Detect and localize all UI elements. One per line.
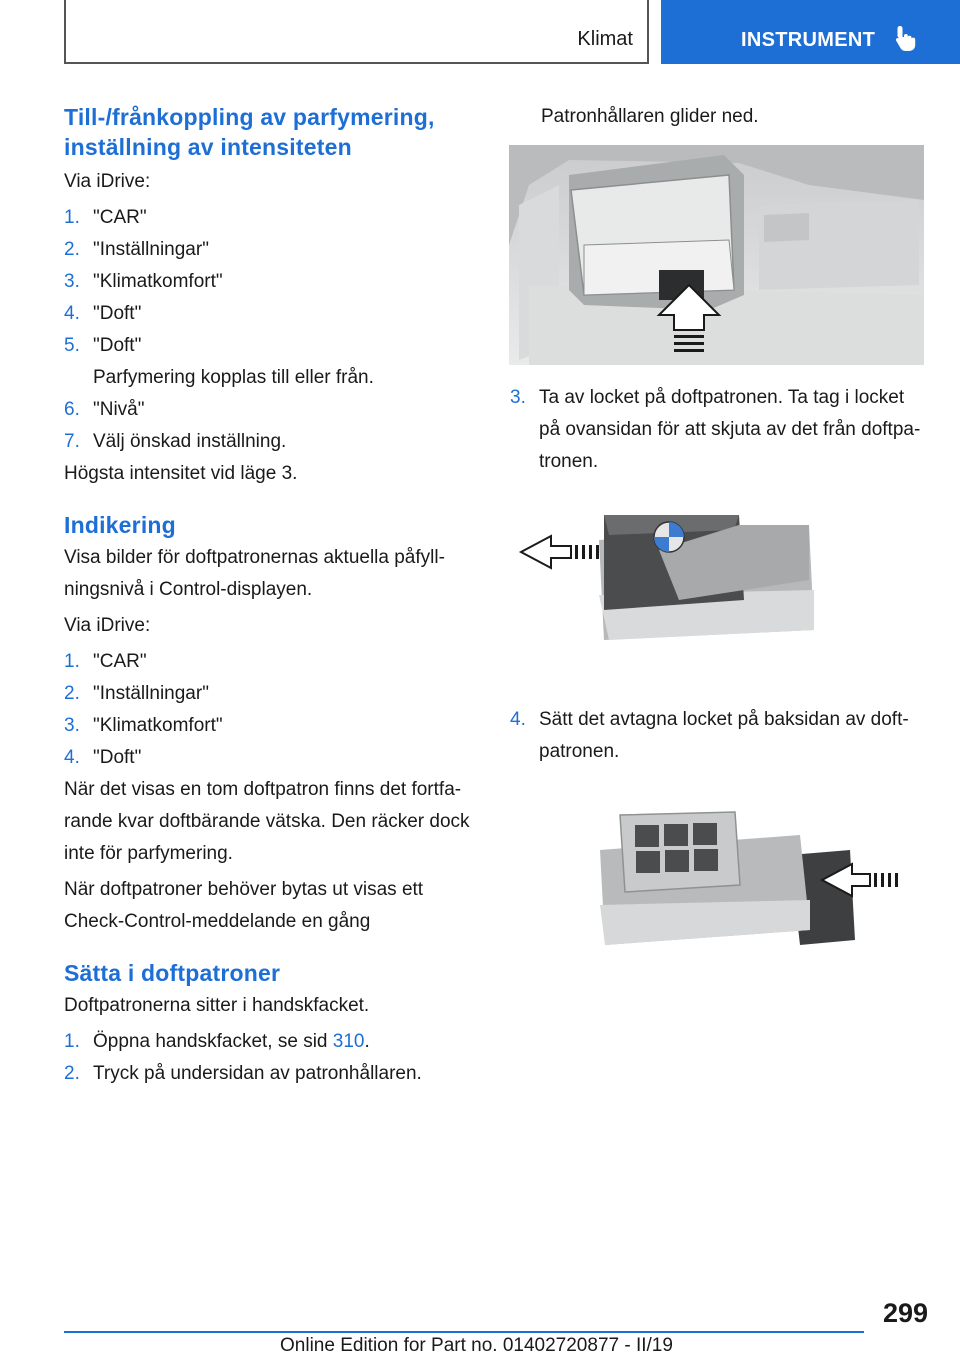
chapter-title: INSTRUMENT	[741, 29, 876, 51]
list-item: 3. "Klimatkomfort"	[64, 271, 223, 292]
list-item: 1. "CAR"	[64, 207, 147, 228]
list-item: 2. Tryck på undersidan av patronhållaren.	[64, 1063, 422, 1084]
steps-list-3	[64, 1026, 474, 1090]
list-item: 4. "Doft"	[64, 303, 142, 324]
step-3-block	[510, 378, 930, 478]
left-column	[64, 100, 474, 1090]
list-item: 4. "Doft"	[64, 747, 142, 768]
list-item: 1. Öppna handskfacket, se sid 310.	[64, 1031, 370, 1052]
via-idrive-2: Via iDrive:	[64, 615, 151, 636]
replace-cartridge-note: När doftpatroner behöver bytas ut visas ett Check-Control-meddelande en gång	[64, 879, 424, 932]
list-item: 5. "Doft" Parfymering kopplas till eller från.	[64, 330, 474, 394]
max-intensity-note: Högsta intensitet vid läge 3.	[64, 463, 298, 484]
list-item: 3. "Klimatkomfort"	[64, 715, 223, 736]
list-item: 1. "CAR"	[64, 651, 147, 672]
steps-list-1	[64, 202, 474, 458]
page-reference-link[interactable]: 310	[332, 1031, 365, 1052]
heading-indication: Indikering	[64, 512, 176, 538]
list-item: 7. Välj önskad inställning.	[64, 431, 287, 452]
holder-slides-note: Patronhållaren glider ned.	[541, 106, 759, 127]
via-idrive-1: Via iDrive:	[64, 171, 151, 192]
list-item: 2. "Inställningar"	[64, 683, 209, 704]
attach-cap-illustration	[560, 800, 920, 970]
list-item: 4. Sätt det avtagna locket på baksidan av doft-patronen.	[510, 709, 909, 762]
list-item: 2. "Inställningar"	[64, 239, 209, 260]
header-chapter-box	[661, 0, 960, 64]
page-number: 299	[882, 1298, 928, 1328]
footer-edition: Online Edition for Part no. 01402720877 - II/19	[280, 1335, 673, 1356]
cartridge-holder-illustration	[509, 145, 924, 365]
list-item: 6. "Nivå"	[64, 399, 145, 420]
heading-insert-cartridges: Sätta i doftpatroner	[64, 960, 281, 986]
indication-intro: Visa bilder för doftpatronernas aktuella påfyll-ningsnivå i Control-displayen.	[64, 547, 445, 600]
step-4-block	[510, 700, 930, 768]
pointing-hand-icon	[895, 25, 921, 53]
footer-divider	[64, 1331, 864, 1333]
insert-intro: Doftpatronerna sitter i handskfacket.	[64, 995, 370, 1016]
header-section-box	[64, 0, 649, 64]
empty-cartridge-note: När det visas en tom doftpatron finns det fortfa-rande kvar doftbärande vätska. Den räcker dock inte för parfymering.	[64, 779, 470, 864]
section-title: Klimat	[577, 28, 633, 50]
step-note: Parfymering kopplas till eller från.	[93, 367, 374, 388]
steps-list-2	[64, 646, 474, 774]
remove-cap-illustration	[509, 490, 924, 660]
heading-perfume-toggle: Till-/frånkoppling av parfymering, inställning av intensiteten	[64, 104, 435, 160]
list-item: 3. Ta av locket på doftpatronen. Ta tag i locket på ovansidan för att skjuta av det från doftpa-tronen.	[510, 387, 921, 472]
